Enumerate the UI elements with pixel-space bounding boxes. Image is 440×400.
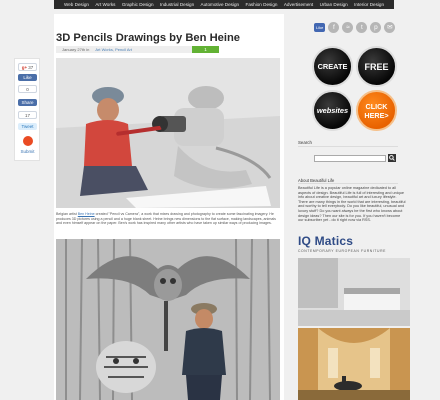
- stumbleupon-submit-label: Submit: [20, 148, 35, 154]
- websites-ad-circle[interactable]: [312, 90, 353, 131]
- comment-count-badge[interactable]: [192, 46, 219, 53]
- bedroom-illustration: [298, 258, 410, 326]
- search-button[interactable]: [388, 154, 396, 162]
- pinterest-icon[interactable]: p: [370, 22, 381, 33]
- tweet-label: Tweet: [21, 124, 34, 129]
- facebook-like-count: [18, 85, 37, 93]
- tweet-button[interactable]: [18, 123, 37, 130]
- owl-tiger-artwork-image: [56, 239, 280, 400]
- facebook-page-like-button[interactable]: [314, 23, 325, 32]
- hall-illustration: [298, 328, 410, 400]
- interior-hall-image: [298, 328, 410, 400]
- tweet-count-value: 17: [24, 112, 30, 118]
- brand-tagline: CONTEMPORARY EUROPEAN FURNITURE: [298, 249, 386, 253]
- nav-item-graphic-design[interactable]: Graphic Design: [121, 2, 154, 7]
- facebook-page-like-label: Like: [316, 24, 324, 30]
- search-heading: Search: [298, 140, 312, 145]
- search-divider: [298, 146, 398, 147]
- email-icon[interactable]: ✉: [384, 22, 395, 33]
- pencil-vs-camera-image: [56, 58, 280, 208]
- about-text: Beautiful Life is a popular online magazine dedicated to all aspects of design. Beautiful Life is full of interesting and unique info about creative design, beautiful art and luxury lifestyle. There are many things in the world that are interesting, beautiful and worthy to tell everybody. Do you like beautiful, unusual and luxury stuff? Do you want always be the first who knows about design ideas? Then our site is for you. If you haven't become our subscriber yet - do it right now via RSS.: [298, 186, 406, 223]
- facebook-share-label: Share: [21, 100, 34, 105]
- about-heading: About Beautiful Life: [298, 178, 335, 183]
- tweet-count: [18, 111, 37, 119]
- google-plus-count: 37: [28, 64, 34, 70]
- stumbleupon-submit-link[interactable]: [18, 148, 37, 154]
- search-icon: [389, 155, 395, 161]
- social-follow-bar: [314, 20, 411, 34]
- facebook-count-value: 0: [26, 86, 29, 92]
- furniture-room-image: [298, 258, 410, 326]
- artist-link[interactable]: Ben Heine: [77, 212, 95, 216]
- post-meta: [56, 46, 192, 53]
- search-input[interactable]: [314, 155, 386, 162]
- article: [54, 14, 284, 400]
- nav-item-art-works[interactable]: Art Works: [95, 2, 116, 7]
- click-here-ad-text: CLICK HERE>: [364, 101, 389, 120]
- nav-item-advertisement[interactable]: Advertisement: [283, 2, 314, 7]
- facebook-share-button[interactable]: [18, 99, 37, 106]
- nav-item-fashion-design[interactable]: Fashion Design: [245, 2, 278, 7]
- nav-item-interior-design[interactable]: Interior Design: [354, 2, 384, 7]
- rss-icon[interactable]: ≈: [342, 22, 353, 33]
- share-sidebar: [14, 58, 40, 161]
- nav-item-urban-design[interactable]: Urban Design: [319, 2, 348, 7]
- google-plus-icon: g+: [21, 64, 28, 70]
- brand-name: IQ Matics: [298, 234, 354, 248]
- twitter-icon[interactable]: t: [356, 22, 367, 33]
- facebook-like-label: Like: [23, 75, 32, 80]
- caption-intro: Belgian artist: [56, 212, 78, 216]
- caption-body: created "Pencil vs Camera", a work that mixes drawing and photography to create some fascinating imagery. He produces 3D pictures using a pencil and a huge blank sheet. Heine brings new dimensions to the flat surface, making landscapes, animals and even himself appear on the paper. Ben's work has inspired many other artists who have taken up similar ways of producing images.: [56, 212, 276, 226]
- free-ad-circle[interactable]: [356, 46, 397, 87]
- iq-matics-ad[interactable]: [298, 234, 410, 400]
- nav-item-automotive-design[interactable]: Automotive Design: [200, 2, 240, 7]
- post-caption: [56, 212, 280, 226]
- free-ad-text: FREE: [364, 61, 389, 72]
- post-title[interactable]: 3D Pencils Drawings by Ben Heine: [56, 32, 241, 44]
- stumbleupon-icon[interactable]: [23, 136, 33, 146]
- post-date: January 27th in: [62, 47, 90, 52]
- facebook-like-button[interactable]: [18, 74, 37, 81]
- nav-item-web-design[interactable]: Web Design: [64, 2, 89, 7]
- facebook-icon[interactable]: f: [328, 22, 339, 33]
- top-navigation: [54, 0, 394, 9]
- create-ad-circle[interactable]: [312, 46, 353, 87]
- right-sidebar: [292, 14, 412, 400]
- google-plus-button[interactable]: [18, 63, 37, 71]
- websites-ad-text: websites: [316, 106, 349, 115]
- about-divider: [298, 183, 398, 184]
- post-categories[interactable]: Art Works, Pencil Art: [95, 47, 132, 52]
- owl-tiger-illustration: [56, 239, 280, 400]
- comment-count: 1: [204, 47, 207, 52]
- pencil-vs-camera-illustration: [56, 58, 280, 208]
- create-ad-text: CREATE: [317, 62, 348, 71]
- click-here-ad-circle[interactable]: [356, 90, 397, 131]
- nav-item-industrial-design[interactable]: Industrial Design: [159, 2, 195, 7]
